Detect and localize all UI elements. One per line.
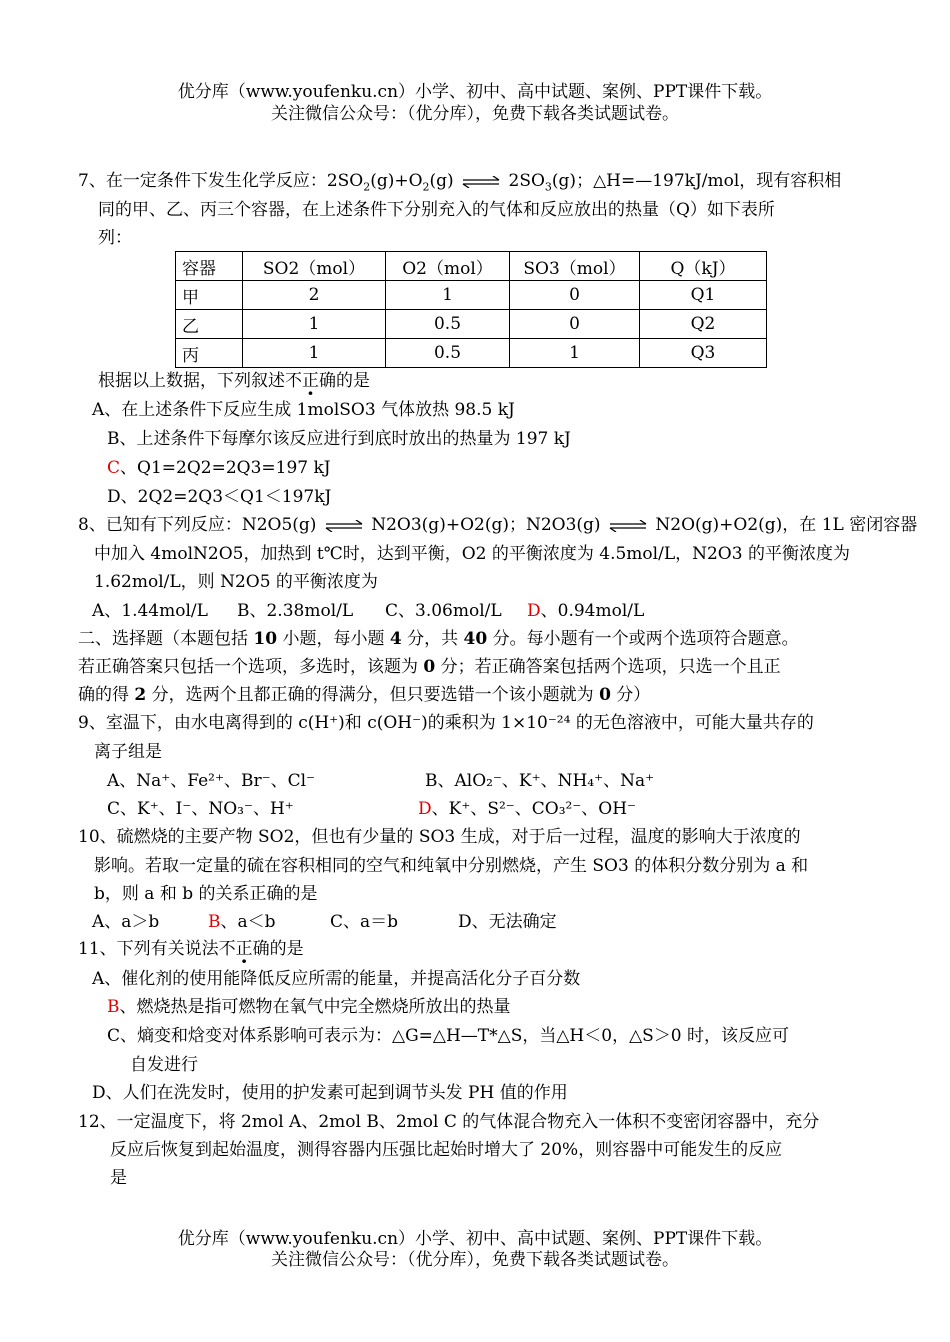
- table-cell: 0: [510, 310, 640, 339]
- table-cell: Q3: [640, 339, 767, 368]
- header-line-2: 关注微信公众号：（优分库），免费下载各类试题试卷。: [271, 104, 679, 124]
- q12-stem-line-3: 是: [110, 1168, 127, 1188]
- q7-option-c: C、Q1=2Q2=2Q3=197 kJ: [107, 458, 331, 478]
- footer-line-2: 关注微信公众号：（优分库），免费下载各类试题试卷。: [271, 1250, 679, 1270]
- table-cell: 1: [510, 339, 640, 368]
- q11-stem: 11、下列有关说法不正确的是: [78, 939, 304, 959]
- table-cell: 丙: [176, 339, 243, 368]
- q8-stem-line-2: 中加入 4molN2O5，加热到 t℃时，达到平衡，O2 的平衡浓度为 4.5mol/L，N2O3 的平衡浓度为: [94, 544, 850, 564]
- q12-stem-line-2: 反应后恢复到起始温度，测得容器内压强比起始时增大了 20%，则容器中可能发生的反应: [110, 1140, 783, 1160]
- q11-option-a: A、催化剂的使用能降低反应所需的能量，并提高活化分子百分数: [92, 969, 581, 989]
- answer-letter: D: [418, 799, 432, 819]
- header-line-1: 优分库（www.youfenku.cn）小学、初中、高中试题、案例、PPT课件下载。: [177, 82, 773, 102]
- table-row: [176, 310, 767, 339]
- table-header-cell: 容器: [176, 252, 243, 281]
- q10-option-b: B、a＜b: [208, 912, 276, 932]
- equilibrium-arrow-icon: [461, 176, 501, 188]
- table-cell: 甲: [176, 281, 243, 310]
- section-2-line-2: 若正确答案只包括一个选项，多选时，该题为 0 分；若正确答案包括两个选项，只选一个且正: [78, 657, 781, 677]
- section-2-heading: 二、选择题（本题包括 10 小题，每小题 4 分，共 40 分。每小题有一个或两个选项符合题意。: [78, 629, 799, 649]
- q8-option-c: C、3.06mol/L: [385, 601, 502, 621]
- table-header-cell: SO2（mol）: [243, 252, 386, 281]
- table-cell: 2: [243, 281, 386, 310]
- q7-option-d: D、2Q2=2Q3＜Q1＜197kJ: [107, 487, 332, 507]
- table-cell: Q2: [640, 310, 767, 339]
- q10-stem-line-3: b，则 a 和 b 的关系正确的是: [94, 884, 318, 904]
- table-header-row: [176, 252, 767, 281]
- table-row: [176, 339, 767, 368]
- table-cell: 1: [386, 281, 510, 310]
- q9-option-d: D、K⁺、S²⁻、CO₃²⁻、OH⁻: [418, 799, 637, 819]
- answer-letter: C: [107, 458, 121, 478]
- q9-option-b: B、AlO₂⁻、K⁺、NH₄⁺、Na⁺: [425, 771, 655, 791]
- q9-stem-line-2: 离子组是: [94, 742, 162, 762]
- answer-letter: B: [208, 912, 221, 932]
- q9-option-a: A、Na⁺、Fe²⁺、Br⁻、Cl⁻: [107, 771, 315, 791]
- answer-letter: B: [107, 997, 120, 1017]
- q10-option-c: C、a＝b: [330, 912, 399, 932]
- q8-option-a: A、1.44mol/L: [92, 601, 208, 621]
- table-header-cell: Q（kJ）: [640, 252, 767, 281]
- q10-option-d: D、无法确定: [458, 912, 557, 932]
- table-header-cell: O2（mol）: [386, 252, 510, 281]
- q10-stem-line-1: 10、硫燃烧的主要产物 SO2，但也有少量的 SO3 生成，对于后一过程，温度的影响大于浓度的: [78, 827, 801, 847]
- q9-option-c: C、K⁺、I⁻、NO₃⁻、H⁺: [107, 799, 294, 819]
- table-row: [176, 281, 767, 310]
- q12-stem-line-1: 12、一定温度下，将 2mol A、2mol B、2mol C 的气体混合物充入一体积不变密闭容器中，充分: [78, 1112, 820, 1132]
- q11-option-d: D、人们在洗发时，使用的护发素可起到调节头发 PH 值的作用: [92, 1083, 568, 1103]
- table-header-cell: SO3（mol）: [510, 252, 640, 281]
- q7-stem-line-2: 同的甲、乙、丙三个容器，在上述条件下分别充入的气体和反应放出的热量（Q）如下表所: [98, 200, 775, 220]
- q7-data-table: [175, 251, 767, 368]
- table-cell: 1: [243, 339, 386, 368]
- table-cell: 0.5: [386, 310, 510, 339]
- answer-letter: D: [527, 601, 541, 621]
- q7-option-b: B、上述条件下每摩尔该反应进行到底时放出的热量为 197 kJ: [107, 429, 571, 449]
- footer-line-1: 优分库（www.youfenku.cn）小学、初中、高中试题、案例、PPT课件下载。: [177, 1229, 773, 1249]
- q8-stem-line-1: 8、已知有下列反应：N2O5(g) N2O3(g)+O2(g)；N2O3(g) N2O(g)+O2(g)，在 1L 密闭容器: [78, 515, 918, 535]
- table-cell: 乙: [176, 310, 243, 339]
- q11-option-c-cont: 自发进行: [130, 1055, 198, 1075]
- equilibrium-arrow-icon: [324, 520, 364, 532]
- q9-stem-line-1: 9、室温下，由水电离得到的 c(H⁺)和 c(OH⁻)的乘积为 1×10⁻²⁴ 的无色溶液中，可能大量共存的: [78, 713, 814, 733]
- table-cell: 0: [510, 281, 640, 310]
- table-cell: 1: [243, 310, 386, 339]
- q8-stem-line-3: 1.62mol/L，则 N2O5 的平衡浓度为: [94, 572, 378, 592]
- table-cell: 0.5: [386, 339, 510, 368]
- section-2-line-3: 确的得 2 分，选两个且都正确的得满分，但只要选错一个该小题就为 0 分）: [78, 685, 651, 705]
- table-cell: Q1: [640, 281, 767, 310]
- q10-stem-line-2: 影响。若取一定量的硫在容积相同的空气和纯氧中分别燃烧，产生 SO3 的体积分数分别为 a 和: [94, 856, 809, 876]
- q8-option-d: D、0.94mol/L: [527, 601, 645, 621]
- q7-stem-line-1: 7、在一定条件下发生化学反应：$2SO_2(g)+O_2(g)$ $2SO_3(g)$；△H=—197kJ/mol，现有容积相: [78, 171, 842, 194]
- q7-stem-line-3: 列：: [98, 228, 132, 248]
- emphasis-mark: 不正确: [285, 371, 336, 391]
- q11-option-b: B、燃烧热是指可燃物在氧气中完全燃烧所放出的热量: [107, 997, 511, 1017]
- q10-option-a: A、a＞b: [92, 912, 160, 932]
- q8-option-b: B、2.38mol/L: [237, 601, 354, 621]
- q11-option-c: C、熵变和焓变对体系影响可表示为：△G=△H—T*△S，当△H＜0，△S＞0 时，该反应可: [107, 1026, 790, 1046]
- q7-option-a: A、在上述条件下反应生成 1molSO3 气体放热 98.5 kJ: [92, 400, 515, 420]
- q7-prompt: 根据以上数据，下列叙述不正确的是: [98, 371, 370, 391]
- emphasis-mark: 不正确: [218, 939, 270, 959]
- equilibrium-arrow-icon: [608, 520, 648, 532]
